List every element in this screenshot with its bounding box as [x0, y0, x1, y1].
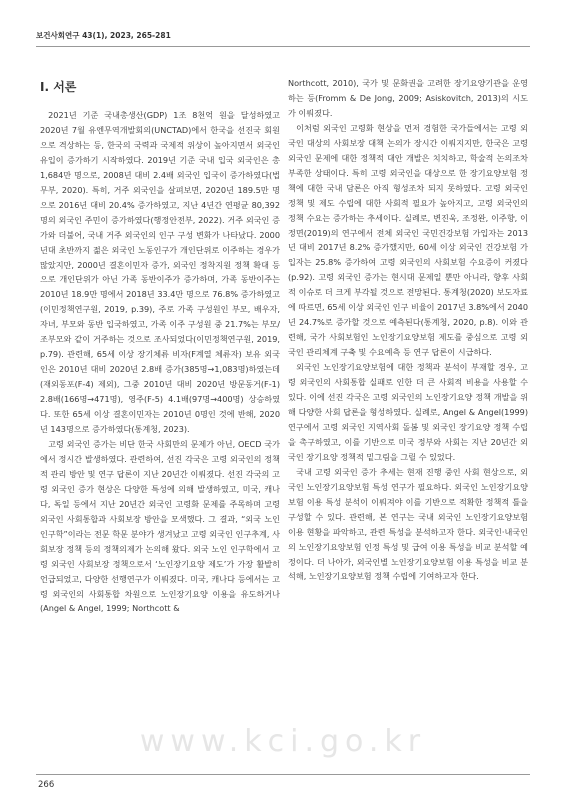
running-header: 보건사회연구 43(1), 2023, 265-281: [36, 31, 171, 40]
footer-divider: [36, 774, 530, 775]
right-column: [288, 76, 528, 584]
paragraph: 고령 외국인 증가는 비단 한국 사회만의 문제가 아닌, OECD 국가에서 정시간 발생하였다. 관련하여, 선진 각국은 고령 외국인의 정책적 관리 방안 및 연구 답론이 지난 20년간 이뤄졌다. 선진 각국의 고령 외국인 증가 현상은 다양한 특성에 의해 발생하였고, 미국, 캐나다, 독일 등에서 지난 20년간 외국인 고령화 문제를 주목하며 고령 외국인 사회통합과 사회보장 방안을 모색했다. 그 결과, “외국 노인 인구학”이라는 전문 학문 분야가 생겨났고 고령 외국인 인구추계, 사회보장 정책 등의 정책의제가 논의해 왔다. 외국 노인 인구학에서 고령 외국인 사회보장 정책으로서 ‘노인장기요양 제도’가 가장 활발히 언급되었고, 다양한 선행연구가 이뤄졌다. 미국, 캐나다 등에서는 고령 외국인의 사회통합 차원으로 노인장기요양 이용을 유도하거나(Angel & Angel, 1999; Northcott &: [40, 438, 280, 614]
kci-watermark: www.kci.go.kr: [139, 724, 427, 759]
left-column: [40, 76, 280, 616]
page-number: 266: [38, 780, 55, 790]
paragraph: 국내 고령 외국인 증가 추세는 현재 진행 중인 사회 현상으로, 외국인 노인장기요양보험 특성 연구가 필요하다. 외국인 노인장기요양보험 이용 특성 분석이 이뤄져야 이를 기반으로 적확한 정책적 틀을 구성할 수 있다. 관련해, 본 연구는 국내 외국인 노인장기요양보험 이용 현황을 파악하고, 관련 특성을 분석하고자 한다. 외국인·내국인의 노인장기요양보험 인정 특성 및 급여 이용 특성을 비교 분석할 예정이다. 더 나아가, 외국인별 노인장기요양보험 이용 특성을 비교 분석해, 노인장기요양보험 정책 수립에 기여하고자 한다.: [288, 466, 528, 582]
header-divider: [36, 46, 530, 47]
paragraph: 외국인 노인장기요양보험에 대한 정책과 분석이 부재할 경우, 고령 외국인의 사회통합 실패로 인한 더 큰 사회적 비용을 사용할 수 있다. 이에 선진 각국은 고령 외국인의 노인장기요양 정책 개발을 위해 다양한 사회 답론을 형성하였다. 실례로, Angel & Angel(1999) 연구에서 고령 외국인 지역사회 돌봄 및 외국인 장기요양 정책 수립을 촉구하였고, 이를 기반으로 미국 정부와 사회는 지난 20년간 외국인 장기요양 정책적 밑그림을 그릴 수 있었다.: [288, 362, 528, 462]
paragraph: Northcott, 2010), 국가 및 문화권을 고려한 장기요양기관을 운영하는 등(Fromm & De Jong, 2009; Asiskovitch, 2013)의 시도가 이뤄졌다.: [288, 78, 528, 118]
paragraph: 2021년 기준 국내총생산(GDP) 1조 8천억 원을 달성하였고 2020년 7월 유엔무역개발회의(UNCTAD)에서 한국을 선진국 회원으로 격상하는 등, 한국의 국력과 국제적 위상이 높아지면서 외국인 유입이 증가하기 시작하였다. 2019년 기준 국내 입국 외국인은 총 1,684만 명으로, 2008년 대비 2.4배 외국인 입국이 증가하였다(법무부, 2020). 특히, 거주 외국인을 살펴보면, 2020년 189.5만 명으로 2016년 대비 20.4% 증가하였고, 지난 4년간 연평균 80,392명의 외국인 주민이 증가하였다(행정안전부, 2022). 거주 외국인 증가와 더불어, 국내 거주 외국인의 인구 구성 변화가 나타났다. 2000년대 초반까지 젊은 외국인 노동인구가 개인단위로 이주하는 경우가 많았지만, 2000년 결혼이민자 증가, 외국인 정착지원 정책 확대 등으로 개인단위가 아닌 가족 동반이주가 증가하며, 가족 동반이주는 2010년 18.9만 명에서 2018년 33.4만 명으로 76.8% 증가하였고(이민정책연구원, 2019, p.39), 주로 가족 구성원인 부모, 배우자, 자녀, 부모와 동반 입국하였고, 가족 이주 구성원 중 21.7%는 부모/조부모와 같이 거주하는 것으로 조사되었다(이민정책연구원, 2019, p.79). 관련해, 65세 이상 장기체류 비자(F계열 체류자) 보유 외국인은 2010년 대비 2020년 2.8배 증가(385명→1,083명)하였는데(재외동포(F-4) 제외), 그중 2010년 대비 2020년 방문동거(F-1) 2.8배(166명→471명), 영주(F-5) 4.1배(97명→400명) 상승하였다. 또한 65세 이상 결혼이민자는 2010년 0명인 것에 반해, 2020년 143명으로 증가하였다(통계청, 2023).: [40, 110, 280, 435]
paragraph: 이처럼 외국인 고령화 현상을 먼저 경험한 국가들에서는 고령 외국인 대상의 사회보장 대책 논의가 장시간 이뤄지지만, 한국은 고령 외국인 문제에 대한 정책적 대안 개발은 치치하고, 학술적 논의조차 부족한 상태이다. 특히 고령 외국인을 대상으로 한 장기요양보험 정책에 대한 국내 담론은 아직 형성조차 되지 못하였다. 고령 외국인 정책 및 제도 수립에 대한 사회적 필요가 높아지고, 고령 외국인의 정책 수요는 증가하는 추세이다. 실례로, 변진욱, 조정완, 이주향, 이정면(2019)의 연구에서 전체 외국인 국민건강보험 가입자는 2013년 대비 2017년 8.2% 증가했지만, 60세 이상 외국인 건강보험 가입자는 25.8% 증가하여 고령 외국인의 사회보험 수요증이 커졌다(p.92). 고령 외국인 증가는 현시대 문제일 뿐만 아니라, 향후 사회적 이슈로 더 크게 부각될 것으로 전망된다. 통계청(2020) 보도자료에 따르면, 65세 이상 외국인 인구 비율이 2017년 3.8%에서 2040년 24.7%로 증가할 것으로 예측된다(통계청, 2020, p.8). 이와 관련해, 국가 사회보험인 노인장기요양보험 제도를 중심으로 고령 외국인 관리체계 구축 및 수요예측 등 연구 답론이 시급하다.: [288, 122, 528, 358]
section-title: Ⅰ. 서론: [40, 80, 77, 94]
